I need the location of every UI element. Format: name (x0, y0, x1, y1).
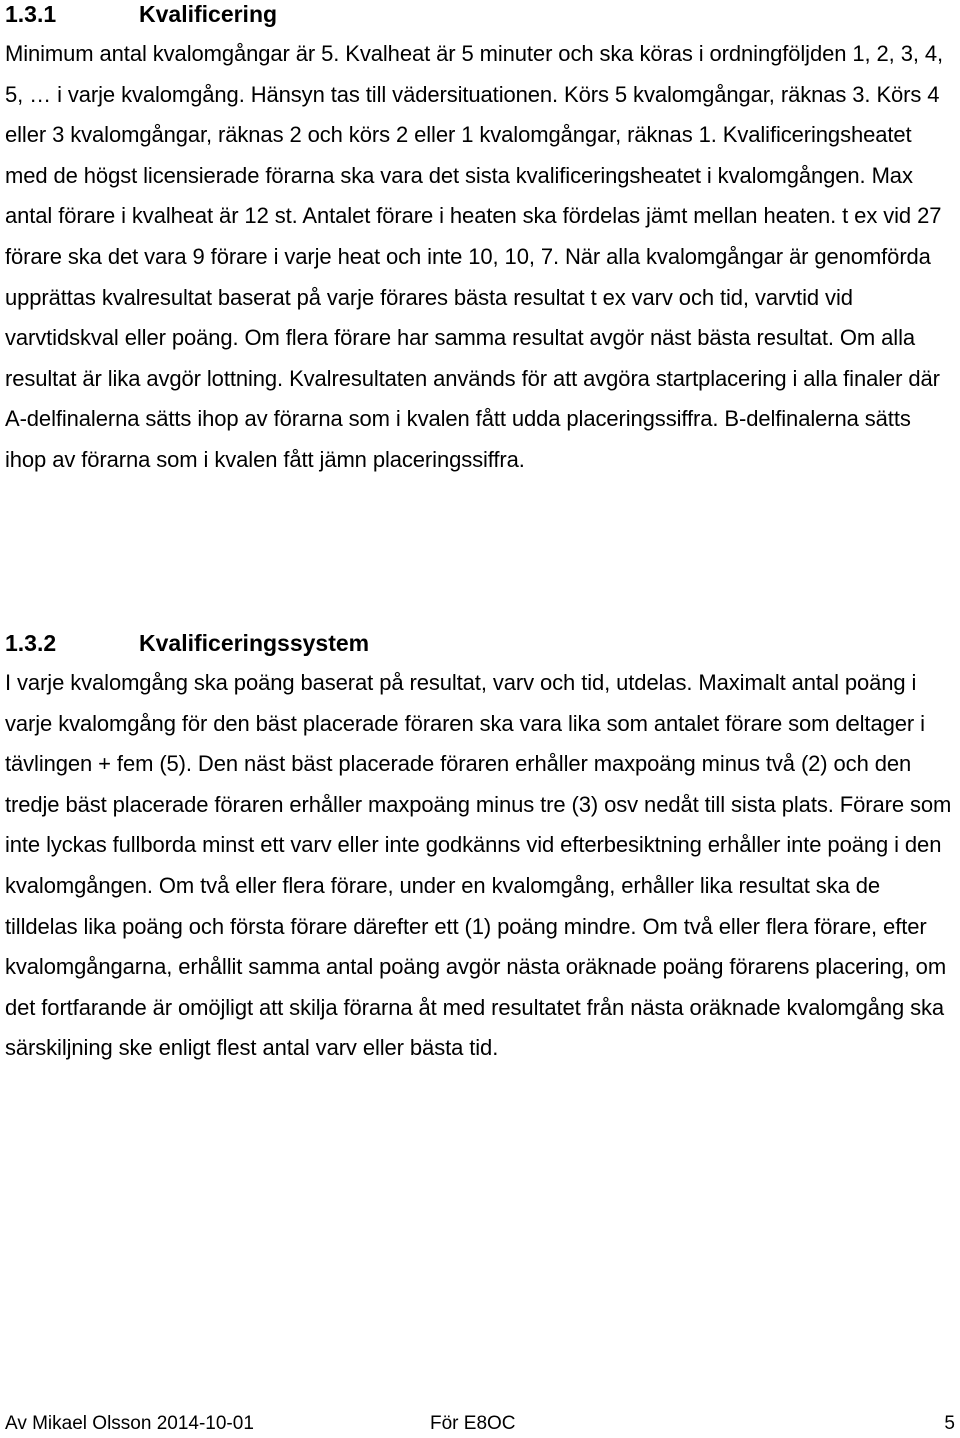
section-paragraph (5, 663, 955, 1069)
section-number: 1.3.1 (5, 1, 57, 27)
footer-author: Av Mikael Olsson 2014-10-01 (5, 1413, 254, 1434)
section-kvalificering (5, 0, 955, 481)
section-title: Kvalificering (139, 1, 278, 27)
paragraph-text: Kvalificeringsheatet med de högst licensierade förarna ska vara det sista kvalificeringsheatet i kvalomgången. Max antal förare i kvalheat är 12 st. Antalet förare i heaten ska fördelas jämt mellan heaten. t ex vid 27 förare ska det vara 9 förare i varje heat och inte 10, 10, 7. När alla kvalomgångar är genomförda upprättas kvalresultat baserat på varje förares bästa resultat t ex varv och tid, varvtid vid varvtidskval eller poäng. Om flera förare har samma resultat avgör näst bästa resultat. Om alla resultat är lika avgör lottning. Kvalresultaten används för att avgöra startplacering i alla finaler där A-delfinalerna sätts ihop av förarna som i kvalen fått udda placeringssiffra. B-delfinalerna sätts ihop av förarna som i kvalen fått jämn placeringssiffra. (5, 122, 942, 472)
paragraph-text: I varje kvalomgång ska poäng baserat på resultat, varv och tid, utdelas. Maximalt antal poäng i varje kvalomgång för den bäst placerade föraren ska vara lika som antalet förare som deltager i tävlingen + fem (5). Den näst bäst placerade föraren erhåller maxpoäng minus två (2) och den tredje bäst placerade föraren erhåller maxpoäng minus tre (3) osv nedåt till sista plats. Förare som inte lyckas fullborda minst ett varv eller inte godkänns vid efterbesiktning erhåller inte poäng i den kvalomgången. Om två eller flera förare, under en kvalomgång, erhåller lika resultat ska de tilldelas lika poäng och första förare därefter ett (1) poäng mindre. Om två eller flera förare, efter kvalomgångarna, erhållit samma antal poäng avgör nästa oräknade poäng förarens placering, om det fortfarande är omöjligt att skilja förarna åt med resultatet från nästa oräknade kvalomgång ska särskiljning ske enligt flest antal varv eller bästa tid. (5, 670, 952, 1061)
page-footer (5, 1410, 955, 1438)
section-paragraph (5, 34, 955, 481)
section-heading (5, 628, 955, 658)
paragraph-text: Minimum antal kvalomgångar är 5. Kvalheat är 5 minuter och ska köras i ordningföljden 1, 2, 3, 4, 5, … i varje kvalomgång. Hänsyn tas till vädersituationen. Körs 5 kvalomgångar, räknas 3. Körs 4 eller 3 kvalomgångar, räknas 2 och körs 2 eller 1 kvalomgångar, räknas 1. (5, 41, 944, 148)
section-title: Kvalificeringssystem (139, 630, 370, 656)
section-kvalificeringssystem (5, 628, 955, 1069)
section-number: 1.3.2 (5, 630, 57, 656)
footer-organization: För E8OC (430, 1413, 516, 1434)
page-number: 5 (944, 1413, 955, 1434)
section-heading (5, 0, 955, 29)
